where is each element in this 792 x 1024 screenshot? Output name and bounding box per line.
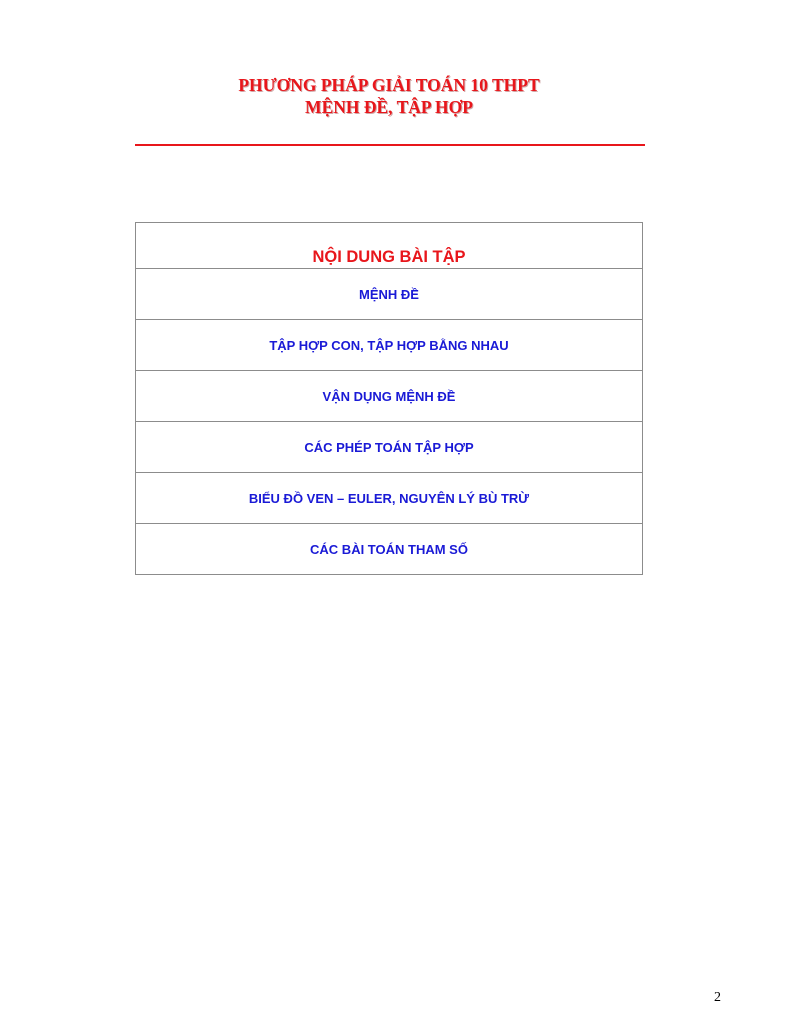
document-title: [0, 74, 778, 118]
table-row: [136, 269, 643, 320]
toc-item-tap-hop-con: TẬP HỢP CON, TẬP HỢP BẰNG NHAU: [136, 320, 643, 371]
contents-heading-row: [136, 223, 643, 269]
table-row: [136, 320, 643, 371]
toc-item-bai-toan-tham-so: CÁC BÀI TOÁN THAM SỐ: [136, 524, 643, 575]
contents-heading-cell: [136, 223, 643, 269]
contents-heading: NỘI DUNG BÀI TẬP: [312, 248, 466, 266]
table-row: [136, 524, 643, 575]
table-row: [136, 473, 643, 524]
title-divider: [135, 144, 645, 146]
table-row: [136, 371, 643, 422]
toc-item-menh-de: MỆNH ĐỀ: [136, 269, 643, 320]
title-line-2: MỆNH ĐỀ, TẬP HỢP: [305, 97, 473, 117]
page-number: 2: [714, 990, 721, 1005]
table-row: [136, 422, 643, 473]
toc-item-van-dung-menh-de: VẬN DỤNG MỆNH ĐỀ: [136, 371, 643, 422]
toc-item-phep-toan-tap-hop: CÁC PHÉP TOÁN TẬP HỢP: [136, 422, 643, 473]
title-line-1: PHƯƠNG PHÁP GIẢI TOÁN 10 THPT: [238, 75, 540, 95]
toc-item-bieu-do-ven: BIỂU ĐỒ VEN – EULER, NGUYÊN LÝ BÙ TRỪ: [136, 473, 643, 524]
contents-table: [135, 222, 643, 575]
